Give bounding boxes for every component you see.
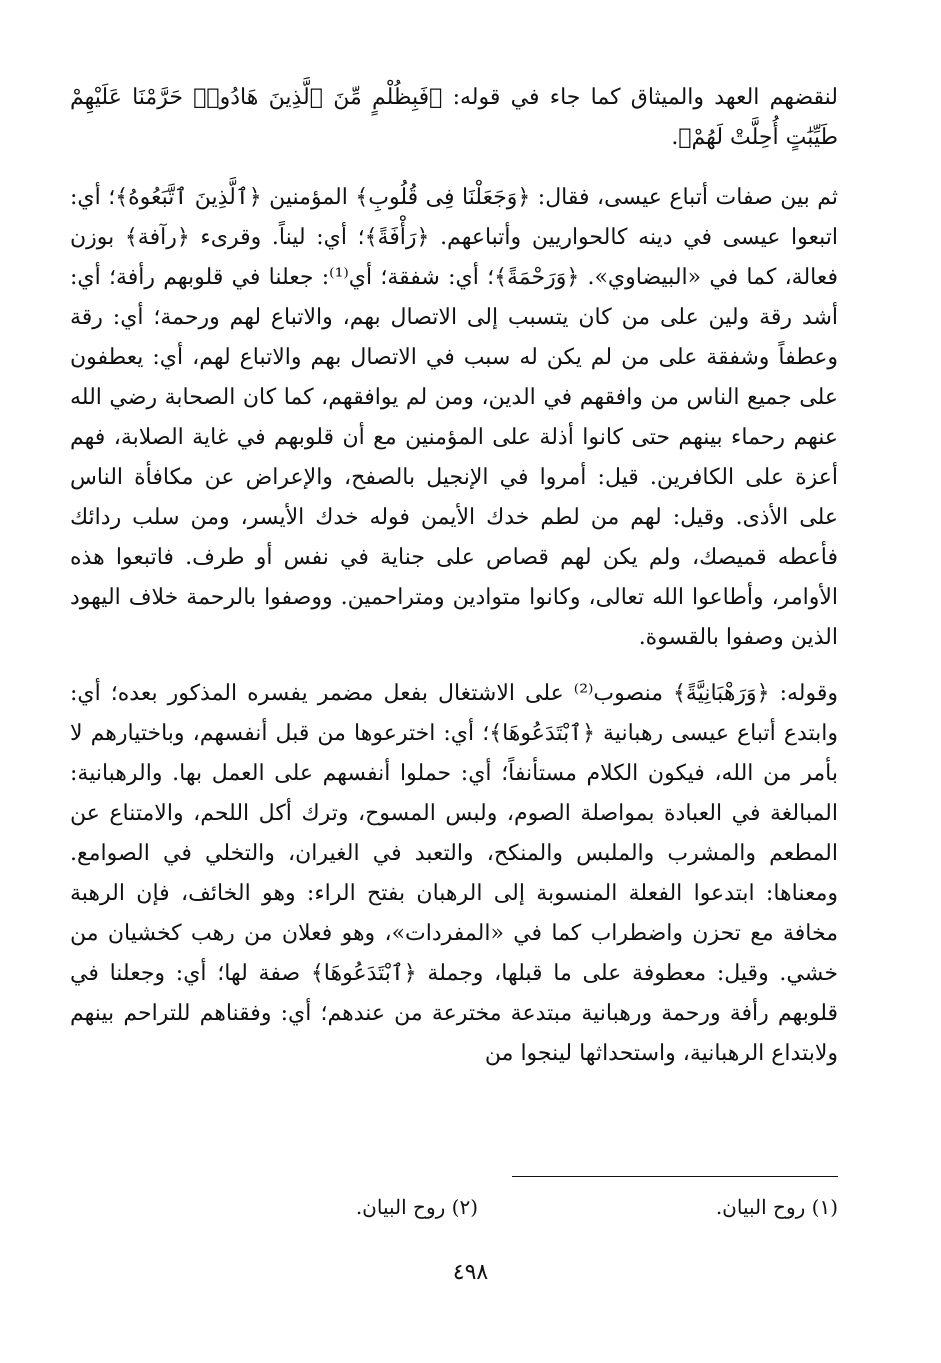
paragraph-1: لنقضهم العهد والميثاق كما جاء في قوله: ﴿فَبِظُلْمٍ مِّنَ ٱلَّذِينَ هَادُوا۟ حَرَّمْنَا عَلَيْهِمْ طَيِّبَٰتٍ أُحِلَّتْ لَهُمْ﴾. [70,85,838,150]
page-number: ٤٩٨ [452,1260,489,1285]
paragraph-3: وقوله: ﴿وَرَهْبَانِيَّةً﴾ منصوب⁽²⁾ على الاشتغال بفعل مضمر يفسره المذكور بعده؛ أي: وابتدع أتباع عيسى رهبانية ﴿ٱبْتَدَعُوهَا﴾؛ أي: اخترعوها من قبل أنفسهم، وباختيارهم لا بأمر من الله، فيكون الكلام مستأنفاً؛ أي: حملوا أنفسهم على العمل بها. والرهبانية: المبالغة في العبادة بمواصلة الصوم، ولبس المسوح، وترك أكل اللحم، والامتناع عن المطعم والمشرب والملبس والمنكح، والتعبد في الغيران، والتخلي في الصوامع. ومعناها: ابتدعوا الفعلة المنسوبة إلى الرهبان بفتح الراء: وهو الخائف، فإن الرهبة مخافة مع تحزن واضطراب كما في «المفردات»، وهو فعلان من رهب كخشيان من خشي. وقيل: معطوفة على ما قبلها، وجملة ﴿ٱبْتَدَعُوهَا﴾ صفة لها؛ أي: وجعلنا في قلوبهم رأفة ورحمة ورهبانية مبتدعة مخترعة من عندهم؛ أي: وفقناهم للتراحم بينهم ولابتداع الرهبانية، واستحداثها لينجوا من [70,681,838,1066]
page-body [70,78,838,1074]
footnote-divider [512,1176,838,1177]
footnote-1: (١) روح البيان. [715,1195,838,1219]
paragraph-2: ثم بين صفات أتباع عيسى، فقال: ﴿وَجَعَلْنَا فِى قُلُوبِ﴾ المؤمنين ﴿ٱلَّذِينَ ٱتَّبَعُوهُ﴾؛ أي: اتبعوا عيسى في دينه كالحواريين وأتباعهم. ﴿رَأْفَةً﴾؛ أي: ليناً. وقرىء ﴿رآفة﴾ بوزن فعالة، كما في «البيضاوي». ﴿وَرَحْمَةً﴾؛ أي: شفقة؛ أي⁽¹⁾: جعلنا في قلوبهم رأفة؛ أي: أشد رقة ولين على من كان يتسبب إلى الاتصال بهم، والاتباع لهم ورحمة؛ أي: رقة وعطفاً وشفقة على من لم يكن له سبب في الاتصال بهم والاتباع لهم، أي: يعطفون على جميع الناس من وافقهم في الدين، ومن لم يوافقهم، كما كان الصحابة رضي الله عنهم رحماء بينهم حتى كانوا أذلة على المؤمنين مع أن قلوبهم في غاية الصلابة، فهم أعزة على الكافرين. قيل: أمروا في الإنجيل بالصفح، والإعراض عن مكافأة الناس على الأذى. وقيل: لهم من لطم خدك الأيمن فوله خدك الأيسر، ومن سلب ردائك فأعطه قميصك، ولم يكن لهم قصاص على جناية في نفس أو طرف. فاتبعوا هذه الأوامر، وأطاعوا الله تعالى، وكانوا متوادين ومتراحمين. ووصفوا بالرحمة خلاف اليهود الذين وصفوا بالقسوة. [70,185,839,650]
footnote-2: (٢) روح البيان. [355,1195,478,1219]
